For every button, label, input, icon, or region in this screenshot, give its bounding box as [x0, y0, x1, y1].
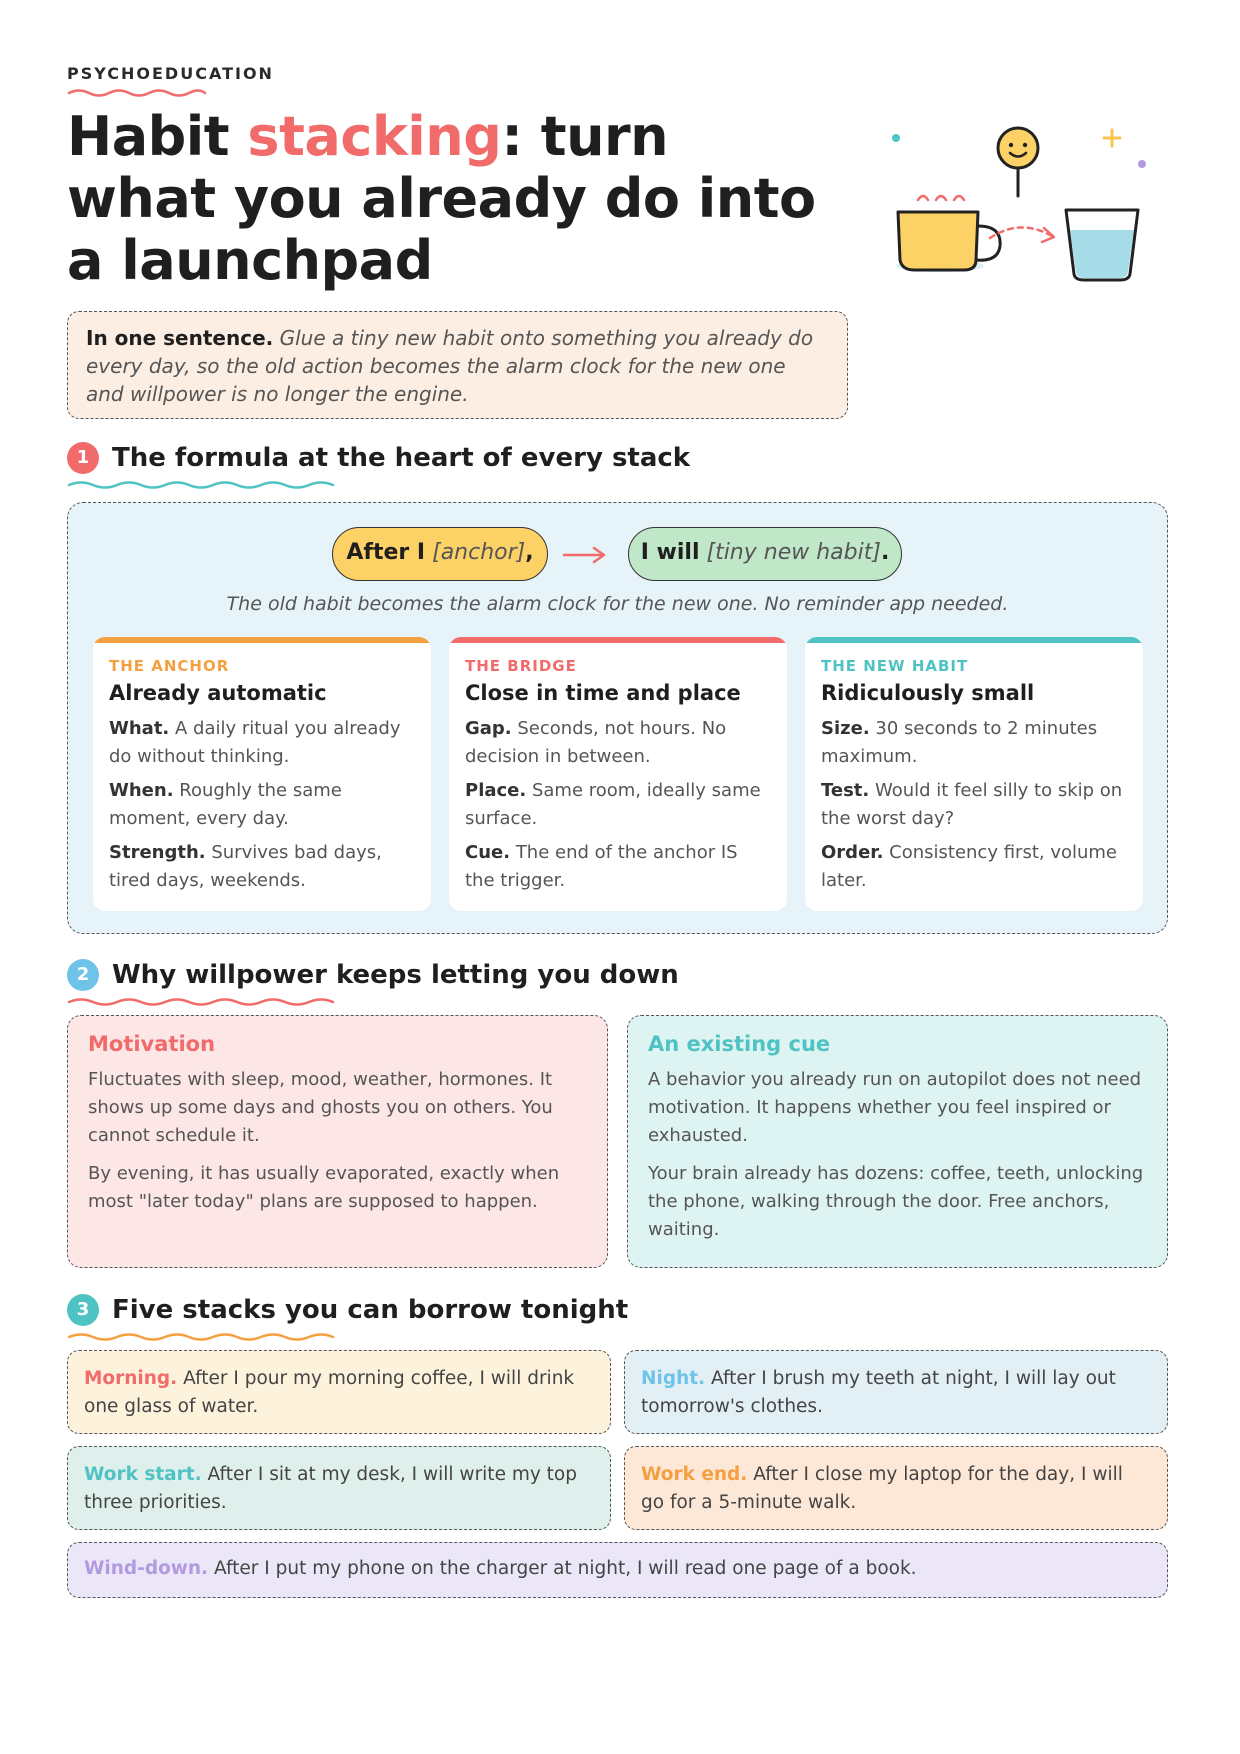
- stack-text: After I sit at my desk, I will write my top three priorities.: [84, 1464, 577, 1513]
- summary-lead: In one sentence.: [86, 326, 274, 350]
- stack-label: Wind-down.: [84, 1558, 209, 1579]
- stack-morning: [67, 1350, 611, 1434]
- title-accent: stacking: [247, 105, 502, 168]
- formula-anchor-pill: After I [anchor],: [332, 527, 548, 581]
- stack-label: Work start.: [84, 1464, 202, 1485]
- card-kicker: THE NEW HABIT: [821, 657, 969, 675]
- card-title: Already automatic: [109, 681, 327, 705]
- formula-note: The old habit becomes the alarm clock for the new one. No reminder app needed.: [226, 593, 1009, 615]
- panel-paragraph: Your brain already has dozens: coffee, teeth, unlocking the phone, walking through the door. Free anchors, waiting.: [648, 1163, 1144, 1240]
- section-title: Five stacks you can borrow tonight: [112, 1295, 629, 1325]
- card-row: Test. Would it feel silly to skip on the worst day?: [821, 780, 1123, 829]
- coffee-mug-icon: [896, 212, 1000, 272]
- card-row: When. Roughly the same moment, every day.: [109, 780, 342, 829]
- stack-label: Night.: [641, 1368, 706, 1389]
- anchor-card: [93, 637, 431, 911]
- section-underline: [67, 997, 337, 1007]
- panel-paragraph: A behavior you already run on autopilot does not need motivation. It happens whether you feel inspired or exhausted.: [648, 1069, 1142, 1146]
- eyebrow-label: PSYCHOEDUCATION: [67, 64, 274, 83]
- formula-habit-pill: I will [tiny new habit].: [628, 527, 902, 581]
- existing-cue-panel: [627, 1015, 1168, 1268]
- section-underline: [67, 480, 337, 490]
- section-title: Why willpower keeps letting you down: [112, 960, 679, 990]
- water-glass-icon: [1066, 210, 1138, 280]
- stack-work-end: [624, 1446, 1168, 1530]
- page-title: Habit stacking: turn what you already do into a launchpad: [67, 105, 816, 292]
- stack-text: After I pour my morning coffee, I will drink one glass of water.: [84, 1368, 575, 1417]
- panel-title: Motivation: [88, 1032, 216, 1056]
- card-row: Strength. Survives bad days, tired days, weekends.: [109, 842, 382, 891]
- stack-text: After I close my laptop for the day, I will go for a 5-minute walk.: [641, 1464, 1123, 1513]
- section-number-badge: 2: [67, 959, 99, 991]
- card-kicker: THE ANCHOR: [109, 657, 230, 675]
- stack-label: Work end.: [641, 1464, 748, 1485]
- panel-title: An existing cue: [648, 1032, 831, 1056]
- card-title: Close in time and place: [465, 681, 741, 705]
- summary-text: Glue a tiny new habit onto something you already do every day, so the old action becomes the alarm clock for the new one and willpower is no longer the engine.: [86, 326, 814, 406]
- card-row: Cue. The end of the anchor IS the trigger.: [465, 842, 738, 891]
- formula-panel: [67, 502, 1168, 934]
- stack-wind-down: [67, 1542, 1168, 1598]
- coffee-to-water-illustration: [880, 118, 1180, 298]
- smiley-icon: [998, 128, 1038, 196]
- panel-paragraph: By evening, it has usually evaporated, exactly when most "later today" plans are supposed to happen.: [88, 1163, 560, 1212]
- panel-paragraph: Fluctuates with sleep, mood, weather, hormones. It shows up some days and ghosts you on others. You cannot schedule it.: [88, 1069, 553, 1146]
- stack-night: [624, 1350, 1168, 1434]
- motivation-panel: [67, 1015, 608, 1268]
- card-row: Order. Consistency first, volume later.: [821, 842, 1117, 891]
- stack-label: Morning.: [84, 1368, 178, 1389]
- stack-text: After I brush my teeth at night, I will lay out tomorrow's clothes.: [641, 1368, 1116, 1417]
- card-kicker: THE BRIDGE: [465, 657, 577, 675]
- card-row: What. A daily ritual you already do without thinking.: [109, 718, 401, 767]
- teal-dot-icon: [892, 134, 900, 142]
- section-number-badge: 1: [67, 442, 99, 474]
- section-underline: [67, 1332, 337, 1342]
- purple-dot-icon: [1138, 160, 1146, 168]
- section-title: The formula at the heart of every stack: [112, 443, 691, 473]
- card-title: Ridiculously small: [821, 681, 1035, 705]
- card-row: Size. 30 seconds to 2 minutes maximum.: [821, 718, 1098, 767]
- sparkle-icon: [1104, 130, 1120, 146]
- summary-callout: [67, 311, 848, 419]
- new-habit-card: [805, 637, 1143, 911]
- stack-work-start: [67, 1446, 611, 1530]
- eyebrow-underline: [67, 88, 207, 98]
- arrow-right-icon: [562, 545, 610, 565]
- steam-icon: [918, 196, 964, 200]
- bridge-card: [449, 637, 787, 911]
- stack-text: After I put my phone on the charger at night, I will read one page of a book.: [208, 1558, 917, 1579]
- card-row: Place. Same room, ideally same surface.: [465, 780, 761, 829]
- section-number-badge: 3: [67, 1294, 99, 1326]
- card-row: Gap. Seconds, not hours. No decision in between.: [465, 718, 727, 767]
